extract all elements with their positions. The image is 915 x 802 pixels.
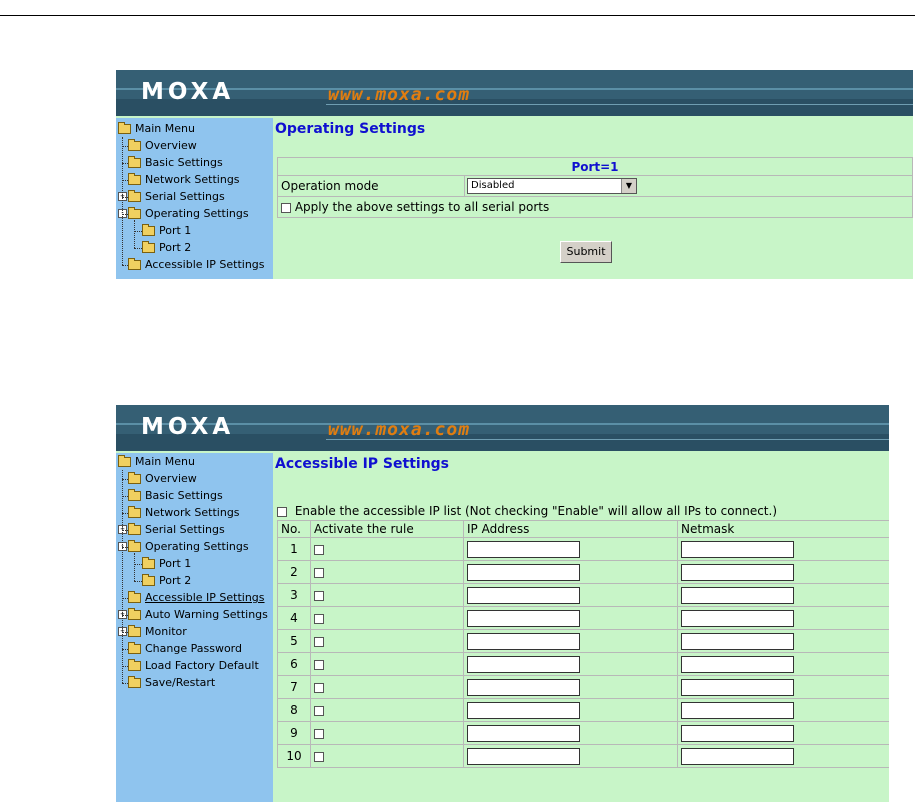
folder-icon [118, 124, 131, 134]
sidebar-item-accessible-ip-settings[interactable] [128, 256, 265, 273]
activate-rule-checkbox[interactable] [314, 752, 324, 762]
netmask-input[interactable] [681, 610, 794, 627]
sidebar-item-network-settings[interactable] [128, 171, 240, 188]
folder-icon [142, 559, 155, 569]
folder-icon [128, 158, 141, 168]
tree-connector [122, 265, 128, 266]
netmask-input[interactable] [681, 587, 794, 604]
sidebar-item-label: Auto Warning Settings [145, 608, 268, 621]
sidebar-item-basic-settings[interactable] [128, 154, 223, 171]
expand-icon[interactable]: + [118, 627, 127, 636]
activate-rule-checkbox[interactable] [314, 729, 324, 739]
table-row [278, 607, 890, 630]
table-row [278, 538, 890, 561]
activate-rule-checkbox[interactable] [314, 614, 324, 624]
ip-address-input[interactable] [467, 633, 580, 650]
moxa-banner [116, 405, 889, 451]
netmask-input[interactable] [681, 702, 794, 719]
col-header-ip: IP Address [464, 521, 678, 538]
enable-ip-list-checkbox[interactable] [277, 507, 287, 517]
sidebar-item-auto-warning-settings[interactable] [118, 606, 268, 623]
rule-number: 7 [278, 676, 311, 699]
tree-connector [134, 248, 142, 249]
folder-icon [128, 525, 141, 535]
activate-rule-checkbox[interactable] [314, 706, 324, 716]
apply-all-label: Apply the above settings to all serial ports [294, 200, 550, 214]
sidebar-item-label: Serial Settings [145, 190, 225, 203]
sidebar-item-save-restart[interactable] [128, 674, 215, 691]
rule-number: 10 [278, 745, 311, 768]
folder-icon [142, 576, 155, 586]
folder-icon [128, 644, 141, 654]
netmask-input[interactable] [681, 541, 794, 558]
moxa-logo: MOXA [141, 79, 235, 105]
ip-address-input[interactable] [467, 748, 580, 765]
rule-number: 5 [278, 630, 311, 653]
operation-mode-value: Disabled [471, 180, 515, 191]
netmask-input[interactable] [681, 725, 794, 742]
sidebar-item-label: Port 1 [159, 224, 192, 237]
sidebar-item-label: Change Password [145, 642, 242, 655]
folder-icon [128, 661, 141, 671]
sidebar-item-label: Network Settings [145, 506, 240, 519]
main-menu-sidebar [116, 118, 273, 279]
sidebar-item-label: Accessible IP Settings [145, 258, 265, 271]
ip-address-input[interactable] [467, 564, 580, 581]
chevron-down-icon[interactable]: ▼ [621, 179, 636, 193]
table-row [278, 630, 890, 653]
activate-rule-checkbox[interactable] [314, 591, 324, 601]
folder-icon [128, 141, 141, 151]
sidebar-item-basic-settings[interactable] [128, 487, 223, 504]
rule-number: 3 [278, 584, 311, 607]
tree-connector [134, 231, 142, 232]
tree-connector [122, 137, 123, 265]
sidebar-item-label: Operating Settings [145, 540, 249, 553]
folder-icon [128, 491, 141, 501]
folder-icon [128, 508, 141, 518]
sidebar-item-overview[interactable] [128, 137, 197, 154]
folder-icon [128, 627, 141, 637]
sidebar-item-label: Port 2 [159, 574, 192, 587]
folder-icon [128, 474, 141, 484]
sidebar-item-label: Monitor [145, 625, 187, 638]
page-top-rule [0, 15, 915, 16]
main-menu-sidebar [116, 453, 273, 802]
sidebar-item-label: Network Settings [145, 173, 240, 186]
folder-icon [142, 226, 155, 236]
sidebar-item-label: Accessible IP Settings [145, 591, 265, 604]
sidebar-item-label: Port 2 [159, 241, 192, 254]
moxa-url[interactable]: www.moxa.com [328, 84, 471, 105]
table-row [278, 745, 890, 768]
netmask-input[interactable] [681, 748, 794, 765]
sidebar-item-network-settings[interactable] [128, 504, 240, 521]
table-row [278, 561, 890, 584]
sidebar-item-port-1[interactable] [142, 222, 191, 239]
folder-icon [142, 243, 155, 253]
table-row [278, 722, 890, 745]
activate-rule-checkbox[interactable] [314, 683, 324, 693]
activate-rule-checkbox[interactable] [314, 568, 324, 578]
sidebar-item-label: Overview [145, 472, 197, 485]
tree-connector [134, 220, 135, 248]
netmask-input[interactable] [681, 656, 794, 673]
accessible-ip-screenshot [116, 405, 889, 802]
ip-address-input[interactable] [467, 725, 580, 742]
sidebar-item-port-2[interactable] [142, 572, 191, 589]
ip-address-input[interactable] [467, 656, 580, 673]
col-header-activate: Activate the rule [311, 521, 464, 538]
ip-address-input[interactable] [467, 702, 580, 719]
sidebar-item-label: Main Menu [135, 122, 195, 135]
sidebar-item-label: Port 1 [159, 557, 192, 570]
page-title: Operating Settings [275, 121, 426, 137]
folder-icon [118, 457, 131, 467]
folder-icon [128, 260, 141, 270]
sidebar-item-overview[interactable] [128, 470, 197, 487]
moxa-url[interactable]: www.moxa.com [328, 419, 471, 440]
sidebar-item-label: Main Menu [135, 455, 195, 468]
activate-rule-checkbox[interactable] [314, 545, 324, 555]
rule-number: 4 [278, 607, 311, 630]
ip-address-input[interactable] [467, 610, 580, 627]
netmask-input[interactable] [681, 633, 794, 650]
moxa-banner [116, 70, 913, 116]
sidebar-item-label: Operating Settings [145, 207, 249, 220]
sidebar-item-main-menu[interactable] [118, 453, 195, 470]
sidebar-item-serial-settings[interactable] [118, 521, 225, 538]
port-header: Port=1 [278, 158, 913, 176]
sidebar-item-operating-settings[interactable] [118, 538, 249, 555]
table-row [278, 584, 890, 607]
sidebar-item-main-menu[interactable] [118, 120, 195, 137]
tree-connector [122, 470, 123, 683]
folder-icon [128, 593, 141, 603]
folder-icon [128, 175, 141, 185]
collapse-icon[interactable]: - [118, 209, 127, 218]
page-title: Accessible IP Settings [275, 456, 450, 472]
collapse-icon[interactable]: - [118, 542, 127, 551]
activate-rule-checkbox[interactable] [314, 660, 324, 670]
rule-number: 8 [278, 699, 311, 722]
col-header-no: No. [278, 521, 311, 538]
rule-number: 9 [278, 722, 311, 745]
sidebar-item-operating-settings[interactable] [118, 205, 249, 222]
enable-ip-list-label: Enable the accessible IP list (Not checking "Enable" will allow all IPs to connect.) [294, 504, 778, 518]
netmask-input[interactable] [681, 679, 794, 696]
accessible-ip-panel [273, 453, 889, 802]
folder-icon [128, 610, 141, 620]
sidebar-item-port-1[interactable] [142, 555, 191, 572]
tree-connector [134, 581, 142, 582]
sidebar-item-accessible-ip-settings[interactable] [128, 589, 265, 606]
sidebar-item-change-password[interactable] [128, 640, 242, 657]
sidebar-item-port-2[interactable] [142, 239, 191, 256]
sidebar-item-load-factory-default[interactable] [128, 657, 259, 674]
table-row [278, 653, 890, 676]
accessible-ip-table [277, 520, 889, 768]
sidebar-item-serial-settings[interactable] [118, 188, 225, 205]
sidebar-item-label: Overview [145, 139, 197, 152]
col-header-netmask: Netmask [678, 521, 890, 538]
folder-icon [128, 542, 141, 552]
activate-rule-checkbox[interactable] [314, 637, 324, 647]
sidebar-item-label: Save/Restart [145, 676, 216, 689]
tree-connector [134, 564, 142, 565]
table-row [278, 699, 890, 722]
moxa-logo: MOXA [141, 414, 235, 440]
submit-button[interactable]: Submit [560, 241, 612, 263]
sidebar-item-label: Basic Settings [145, 489, 223, 502]
expand-icon[interactable]: + [118, 610, 127, 619]
folder-icon [128, 209, 141, 219]
operating-settings-screenshot [116, 70, 913, 279]
operating-table [277, 157, 913, 218]
ip-address-input[interactable] [467, 679, 580, 696]
expand-icon[interactable]: + [118, 192, 127, 201]
operating-settings-panel [273, 118, 913, 279]
table-row [278, 676, 890, 699]
tree-connector [134, 553, 135, 581]
sidebar-item-monitor[interactable] [118, 623, 187, 640]
sidebar-item-label: Basic Settings [145, 156, 223, 169]
folder-icon [128, 678, 141, 688]
expand-icon[interactable]: + [118, 525, 127, 534]
sidebar-item-label: Serial Settings [145, 523, 225, 536]
netmask-input[interactable] [681, 564, 794, 581]
operation-mode-select[interactable] [467, 178, 637, 194]
ip-address-input[interactable] [467, 587, 580, 604]
apply-all-checkbox[interactable] [281, 203, 291, 213]
rule-number: 6 [278, 653, 311, 676]
tree-connector [122, 683, 128, 684]
folder-icon [128, 192, 141, 202]
enable-row [277, 504, 777, 518]
rule-number: 1 [278, 538, 311, 561]
rule-number: 2 [278, 561, 311, 584]
ip-address-input[interactable] [467, 541, 580, 558]
sidebar-item-label: Load Factory Default [145, 659, 259, 672]
operation-mode-label: Operation mode [278, 176, 465, 197]
